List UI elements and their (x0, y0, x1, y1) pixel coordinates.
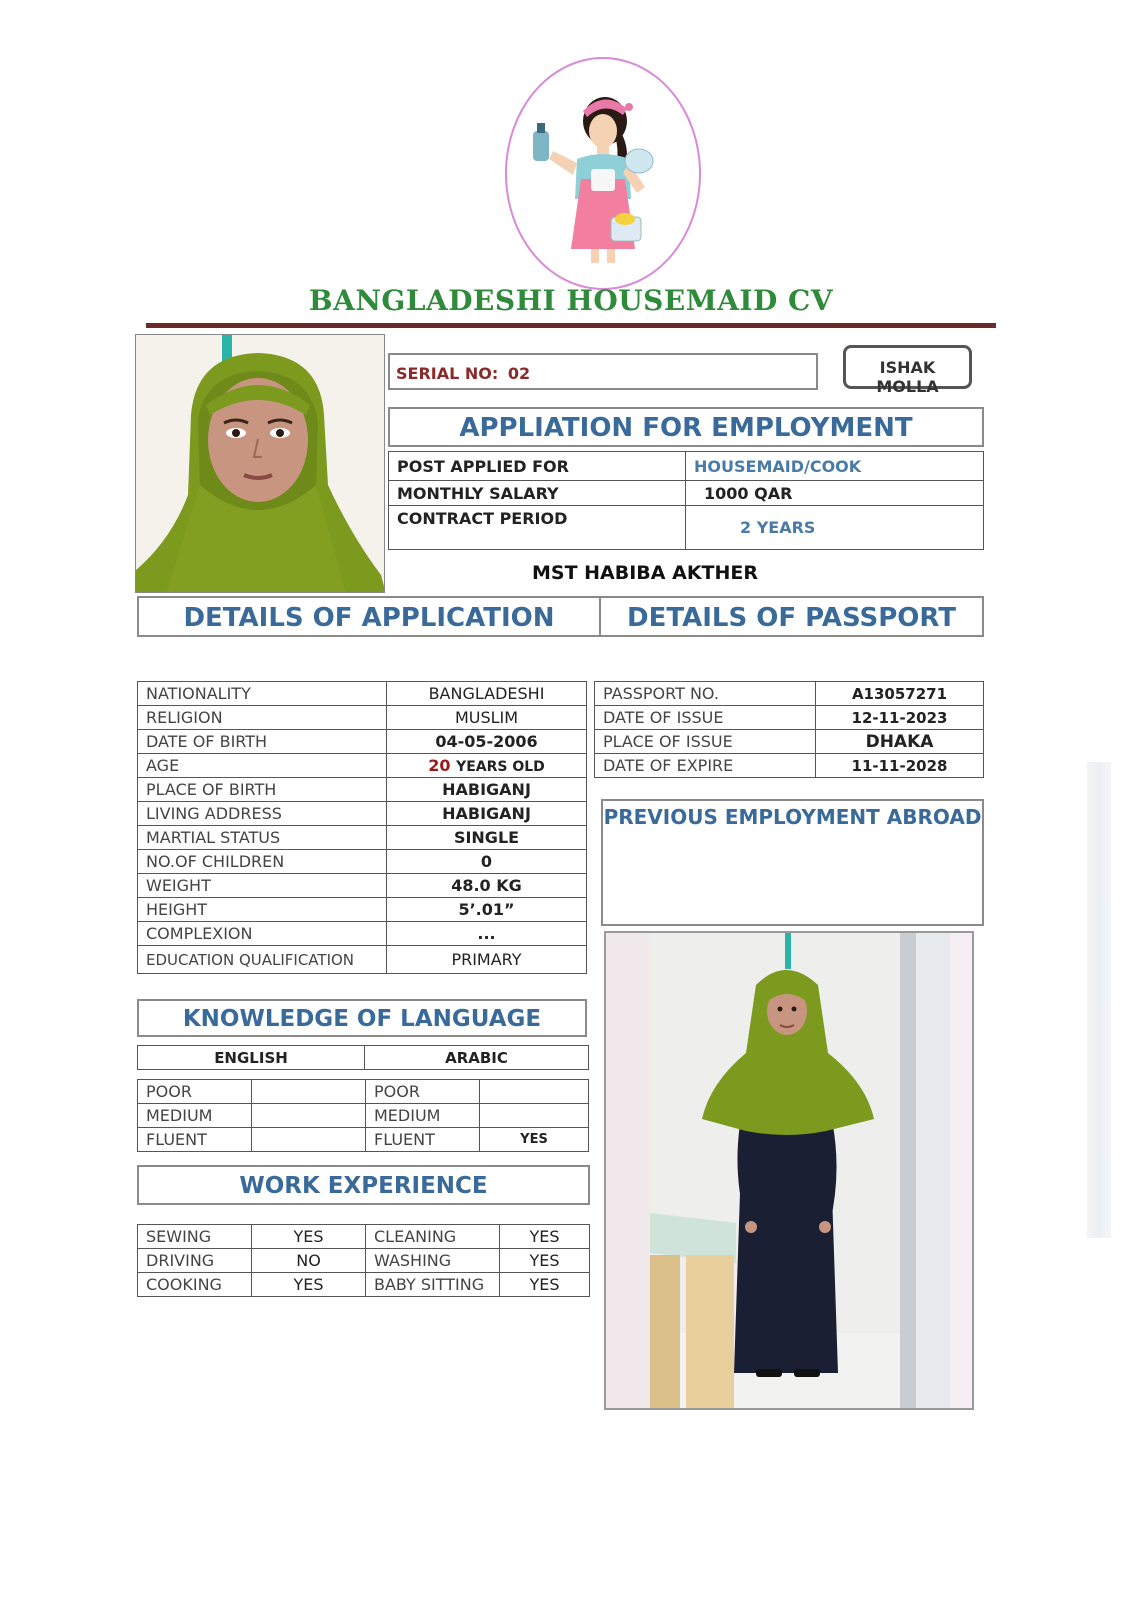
previous-employment-header: PREVIOUS EMPLOYMENT ABROAD (603, 805, 982, 829)
language-levels-table (137, 1079, 589, 1152)
table-row: AGE 20 YEARS OLD (138, 754, 587, 778)
serial-box (388, 353, 818, 390)
table-row: SEWING YES CLEANING YES (138, 1225, 590, 1249)
table-row: DATE OF BIRTH 04-05-2006 (138, 730, 587, 754)
work-experience-header: WORK EXPERIENCE (137, 1165, 590, 1205)
table-row: PLACE OF BIRTH HABIGANJ (138, 778, 587, 802)
full-body-photo (604, 931, 974, 1410)
details-of-passport-header: DETAILS OF PASSPORT (599, 596, 984, 637)
table-row: POOR POOR (138, 1080, 589, 1104)
maid-illustration (507, 59, 703, 292)
table-row: COOKING YES BABY SITTING YES (138, 1273, 590, 1297)
serial-value: 02 (507, 364, 531, 383)
language-names-table (137, 1045, 589, 1070)
language-english: ENGLISH (138, 1046, 365, 1070)
language-arabic: ARABIC (365, 1046, 589, 1070)
cv-title: BANGLADESHI HOUSEMAID CV (308, 284, 834, 317)
table-row: MONTHLY SALARY 1000 QAR (389, 481, 984, 506)
portrait-photo (135, 334, 385, 593)
table-row: MEDIUM MEDIUM (138, 1104, 589, 1128)
title-divider (146, 323, 996, 328)
scan-edge-strip (1087, 762, 1111, 1238)
application-header: APPLIATION FOR EMPLOYMENT (388, 407, 984, 447)
work-experience-table (137, 1224, 590, 1297)
table-row: PASSPORT NO. A13057271 (595, 682, 984, 706)
table-row: NATIONALITY BANGLADESHI (138, 682, 587, 706)
table-row: HEIGHT 5’.01” (138, 898, 587, 922)
table-row: COMPLEXION ... (138, 922, 587, 946)
table-row: NO.OF CHILDREN 0 (138, 850, 587, 874)
table-row: DATE OF ISSUE 12-11-2023 (595, 706, 984, 730)
table-row: DRIVING NO WASHING YES (138, 1249, 590, 1273)
table-row: MARTIAL STATUS SINGLE (138, 826, 587, 850)
age-number: 20 (428, 756, 451, 775)
candidate-name: MST HABIBA AKTHER (531, 562, 759, 584)
housemaid-logo (505, 57, 701, 290)
table-row (138, 1046, 589, 1070)
employment-table (388, 451, 984, 550)
passport-table (594, 681, 984, 778)
table-row: LIVING ADDRESS HABIGANJ (138, 802, 587, 826)
table-row: CONTRACT PERIOD 2 YEARS (389, 506, 984, 550)
table-row: POST APPLIED FOR HOUSEMAID/COOK (389, 452, 984, 481)
agent-name-badge: ISHAK MOLLA (843, 345, 972, 389)
age-unit: YEARS OLD (456, 759, 545, 775)
details-of-application-header: DETAILS OF APPLICATION (137, 596, 601, 637)
table-row: PLACE OF ISSUE DHAKA (595, 730, 984, 754)
table-row: FLUENT FLUENT YES (138, 1128, 589, 1152)
table-row: EDUCATION QUALIFICATION PRIMARY (138, 946, 587, 974)
serial-label: SERIAL NO: (396, 364, 499, 383)
previous-employment-box (601, 799, 984, 926)
table-row: RELIGION MUSLIM (138, 706, 587, 730)
application-details-table (137, 681, 587, 974)
language-header: KNOWLEDGE OF LANGUAGE (137, 999, 587, 1037)
table-row: WEIGHT 48.0 KG (138, 874, 587, 898)
table-row: DATE OF EXPIRE 11-11-2028 (595, 754, 984, 778)
